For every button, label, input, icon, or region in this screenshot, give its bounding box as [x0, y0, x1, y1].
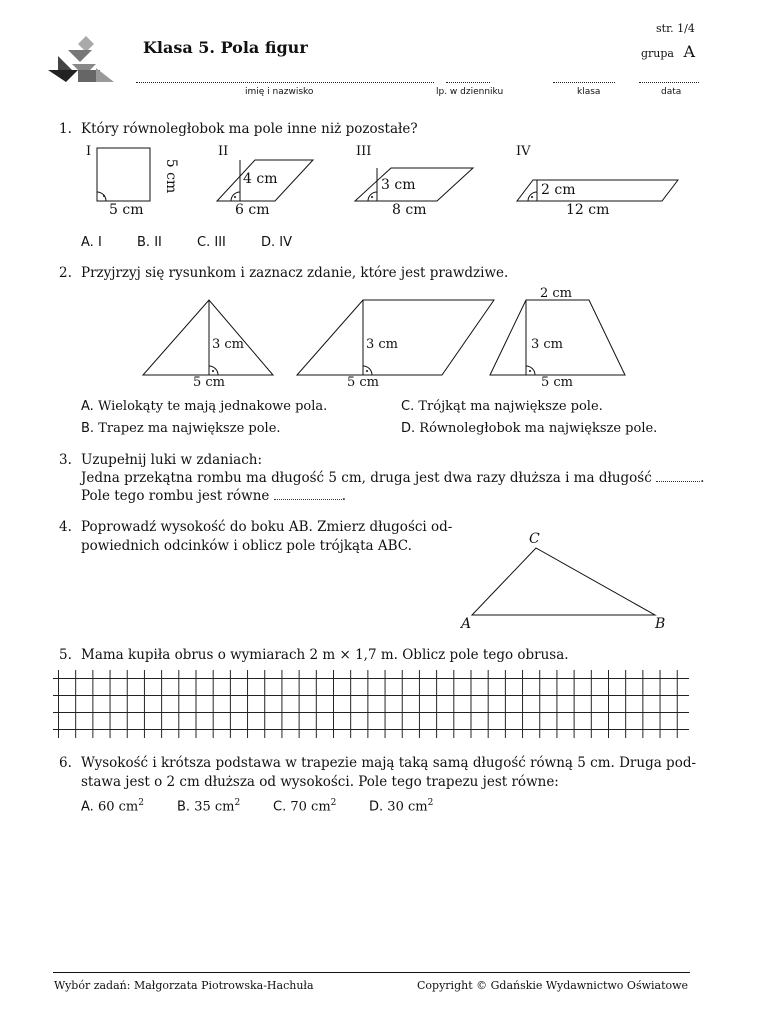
q3-line2-text: Jedna przekątna rombu ma długość 5 cm, druga jest dwa razy dłuższa i ma długość [81, 470, 652, 486]
q1-fig1-base: 5 cm [109, 202, 144, 218]
q1-fig-label-3: III [356, 144, 372, 159]
q2-option-a-text: Wielokąty te mają jednakowe pola. [97, 399, 328, 414]
q2-fig1-base: 5 cm [193, 375, 226, 390]
q2-option-a[interactable] [81, 399, 327, 414]
q1-fig1-height: 5 cm [163, 158, 180, 194]
q2-fig2-height: 3 cm [366, 337, 399, 352]
q6-option-c-text: 70 cm [290, 799, 331, 815]
q2-option-d-text: Równoległobok ma największe pole. [419, 421, 658, 436]
footer-author: Wybór zadań: Małgorzata Piotrowska-Hachuła [54, 979, 314, 992]
q4-triangle [460, 540, 660, 620]
q1-fig2-base: 6 cm [235, 202, 270, 218]
q5-number: 5. [59, 647, 72, 663]
q6-option-d[interactable] [369, 798, 433, 814]
q1-option-d-letter: D. [261, 235, 276, 250]
q4-line1: Poprowadź wysokość do boku AB. Zmierz długości od- [81, 519, 453, 535]
q2-option-d[interactable] [401, 421, 657, 436]
q1-fig-label-4: IV [516, 144, 531, 159]
worksheet-title: Klasa 5. Pola figur [143, 38, 308, 57]
q2-option-c-text: Trójkąt ma największe pole. [418, 399, 603, 414]
field-class-label: klasa [577, 87, 601, 97]
q1-fig2-height: 4 cm [243, 171, 278, 187]
q1-fig4-base: 12 cm [566, 202, 610, 218]
q2-option-c[interactable] [401, 399, 603, 414]
q1-option-a-text: I [97, 235, 102, 250]
q1-option-b-letter: B. [137, 235, 151, 250]
q6-option-c-sup: 2 [330, 798, 337, 808]
q1-option-b[interactable] [137, 235, 162, 250]
q2-fig1-height: 3 cm [212, 337, 245, 352]
group-value: A [683, 42, 696, 61]
q6-option-c-letter: C. [273, 799, 287, 815]
q6-option-a-text: 60 cm [97, 799, 139, 815]
q4-number: 4. [59, 519, 72, 535]
q6-option-b-letter: B. [177, 799, 191, 815]
group-label-text: grupa [641, 47, 674, 60]
q1-option-d[interactable] [261, 235, 292, 250]
q2-fig3-top: 2 cm [540, 286, 573, 301]
q1-option-c[interactable] [197, 235, 226, 250]
q2-option-d-letter: D. [401, 421, 416, 436]
q1-fig3-base: 8 cm [392, 202, 427, 218]
footer-copyright: Copyright © Gdańskie Wydawnictwo Oświatowe [417, 979, 689, 992]
q6-option-c[interactable] [273, 798, 336, 814]
q2-fig2-base: 5 cm [347, 375, 380, 390]
field-date[interactable] [639, 76, 699, 83]
q5-text: Mama kupiła obrus o wymiarach 2 m × 1,7 m. Oblicz pole tego obrusa. [81, 647, 569, 663]
q4-line2: powiednich odcinków i oblicz pole trójkąta ABC. [81, 538, 412, 554]
q6-option-d-sup: 2 [427, 798, 434, 808]
q6-option-b-text: 35 cm [194, 799, 235, 815]
q1-option-a-letter: A. [81, 235, 94, 250]
q1-fig4-height: 2 cm [541, 182, 576, 198]
page-number: str. 1/4 [656, 22, 695, 35]
q6-option-b[interactable] [177, 798, 240, 814]
q3-blank-2[interactable] [274, 499, 342, 500]
q4-vertex-b: B [655, 616, 666, 632]
q6-line2: stawa jest o 2 cm dłuższa od wysokości. Pole tego trapezu jest równe: [81, 774, 559, 790]
q1-fig3-height: 3 cm [381, 177, 416, 193]
q2-number: 2. [59, 265, 72, 281]
q6-option-b-sup: 2 [234, 798, 241, 808]
field-class[interactable] [553, 76, 615, 83]
q5-answer-grid[interactable] [53, 670, 689, 738]
q1-option-c-letter: C. [197, 235, 211, 250]
q2-option-b-letter: B. [81, 421, 95, 436]
field-name-label: imię i nazwisko [245, 87, 314, 97]
q3-line1: Uzupełnij luki w zdaniach: [81, 452, 262, 468]
q2-fig3-height: 3 cm [531, 337, 564, 352]
q3-line2: Jedna przekątna rombu ma długość 5 cm, druga jest dwa razy dłuższa i ma długość . [81, 470, 705, 486]
footer-divider [53, 972, 690, 973]
field-name[interactable] [136, 76, 434, 83]
field-date-label: data [661, 87, 682, 97]
q6-option-a[interactable] [81, 798, 144, 814]
q2-option-b-text: Trapez ma największe pole. [98, 421, 281, 436]
q6-number: 6. [59, 755, 72, 771]
q6-option-a-sup: 2 [138, 798, 144, 808]
q1-fig-label-1: I [86, 144, 92, 159]
q4-vertex-a: A [461, 616, 472, 632]
q2-option-b[interactable] [81, 421, 281, 436]
q2-text: Przyjrzyj się rysunkom i zaznacz zdanie, które jest prawdziwe. [81, 265, 509, 281]
field-number[interactable] [446, 76, 490, 83]
q3-line3: Pole tego rombu jest równe . [81, 488, 346, 504]
tangram-logo [48, 34, 114, 90]
group-label [641, 42, 695, 61]
q2-fig3-base: 5 cm [541, 375, 574, 390]
q1-option-d-text: IV [279, 235, 293, 250]
q3-line3-text: Pole tego rombu jest równe [81, 488, 270, 504]
q3-number: 3. [59, 452, 72, 468]
q6-option-d-text: 30 cm [387, 799, 428, 815]
q6-line1: Wysokość i krótsza podstawa w trapezie mają taką samą długość równą 5 cm. Druga pod- [81, 755, 697, 771]
q6-option-d-letter: D. [369, 799, 384, 815]
q2-option-a-letter: A. [81, 399, 94, 414]
q4-vertex-c: C [529, 531, 540, 547]
q2-option-c-letter: C. [401, 399, 415, 414]
field-number-label: lp. w dzienniku [436, 87, 504, 97]
q1-text: Który równoległobok ma pole inne niż pozostałe? [81, 121, 418, 137]
q1-option-b-text: II [154, 235, 162, 250]
q1-option-c-text: III [214, 235, 226, 250]
q6-option-a-letter: A. [81, 799, 94, 815]
q1-fig-label-2: II [218, 144, 229, 159]
q1-option-a[interactable] [81, 235, 102, 250]
q3-blank-1[interactable] [656, 481, 700, 482]
q1-number: 1. [59, 121, 72, 137]
